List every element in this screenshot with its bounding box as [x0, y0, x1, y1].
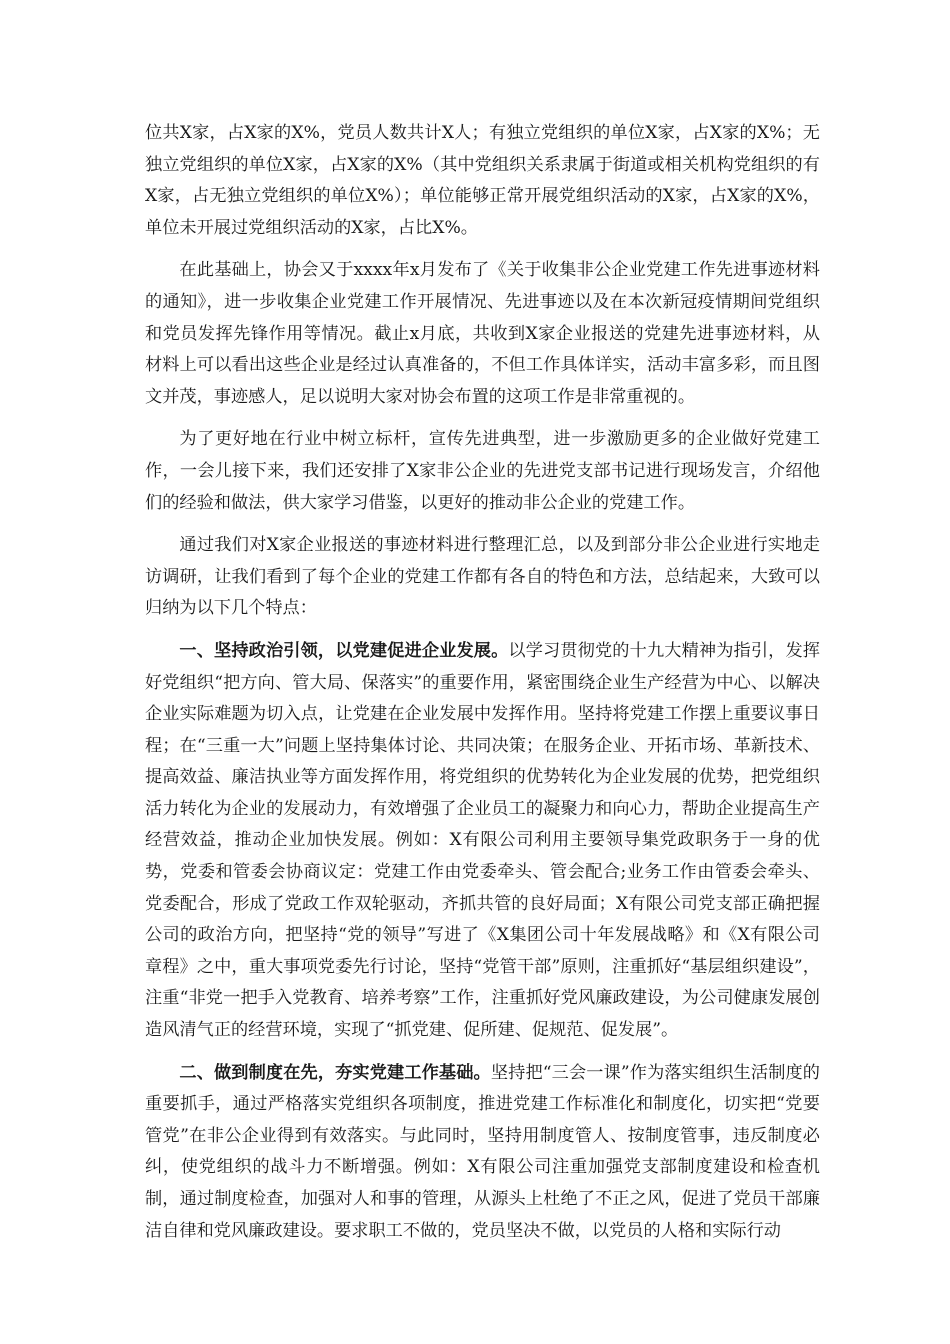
paragraph-6: [145, 1058, 820, 1248]
paragraph-3: [145, 424, 820, 519]
paragraph-4: [145, 530, 820, 625]
section-heading-1: 一、坚持政治引领，以党建促进企业发展。: [179, 640, 509, 661]
paragraph-5: [145, 636, 820, 1047]
paragraph-2-text: 在此基础上，协会又于xxxx年x月发布了《关于收集非公企业党建工作先进事迹材料的通知》，进一步收集企业党建工作开展情况、先进事迹以及在本次新冠疫情期间党组织和党员发挥先锋作用等情况。截止x月底，共收到X家企业报送的党建先进事迹材料，从材料上可以看出这些企业是经过认真准备的，不但工作具体详实，活动丰富多彩，而且图文并茂，事迹感人，足以说明大家对协会布置的这项工作是非常重视的。: [145, 260, 820, 407]
paragraph-2: [145, 255, 820, 413]
paragraph-4-text: 通过我们对X家企业报送的事迹材料进行整理汇总，以及到部分非公企业进行实地走访调研，让我们看到了每个企业的党建工作都有各自的特色和方法，总结起来，大致可以归纳为以下几个特点：: [145, 535, 820, 619]
paragraph-5-text: 以学习贯彻党的十九大精神为指引，发挥好党组织“把方向、管大局、保落实”的重要作用，紧密围绕企业生产经营为中心、以解决企业实际难题为切入点，让党建在企业发展中发挥作用。坚持将党建工作摆上重要议事日程；在“三重一大”问题上坚持集体讨论、共同决策；在服务企业、开拓市场、革新技术、提高效益、廉洁执业等方面发挥作用，将党组织的优势转化为企业发展的优势，把党组织活力转化为企业的发展动力，有效增强了企业员工的凝聚力和向心力，帮助企业提高生产经营效益，推动企业加快发展。例如：X有限公司利用主要领导集党政职务于一身的优势，党委和管委会协商议定：党建工作由党委牵头、管会配合;业务工作由管委会牵头、党委配合，形成了党政工作双轮驱动，齐抓共管的良好局面；X有限公司党支部正确把握公司的政治方向，把坚持“党的领导”写进了《X集团公司十年发展战略》和《X有限公司章程》之中，重大事项党委先行讨论，坚持“党管干部”原则，注重抓好“基层组织建设”，注重“非党一把手入党教育、培养考察”工作，注重抓好党风廉政建设，为公司健康发展创造风清气正的经营环境，实现了“抓党建、促所建、促规范、促发展”。: [145, 640, 820, 1041]
paragraph-6-text: 坚持把“三会一课”作为落实组织生活制度的重要抓手，通过严格落实党组织各项制度，推进党建工作标准化和制度化，切实把“党要管党”在非公企业得到有效落实。与此同时，坚持用制度管人、按制度管事，违反制度必纠，使党组织的战斗力不断增强。例如：X有限公司注重加强党支部制度建设和检查机制，通过制度检查，加强对人和事的管理，从源头上杜绝了不正之风，促进了党员干部廉洁自律和党风廉政建设。要求职工不做的，党员坚决不做，以党员的人格和实际行动: [145, 1062, 820, 1241]
paragraph-1: [145, 118, 820, 244]
section-heading-2: 二、做到制度在先，夯实党建工作基础。: [179, 1062, 491, 1083]
paragraph-3-text: 为了更好地在行业中树立标杆，宣传先进典型，进一步激励更多的企业做好党建工作，一会儿接下来，我们还安排了X家非公企业的先进党支部书记进行现场发言，介绍他们的经验和做法，供大家学习借鉴，以更好的推动非公企业的党建工作。: [145, 429, 820, 513]
paragraph-1-text: 位共X家，占X家的X%，党员人数共计X人；有独立党组织的单位X家，占X家的X%；无独立党组织的单位X家，占X家的X%（其中党组织关系隶属于街道或相关机构党组织的有X家，占无独立党组织的单位X%）；单位能够正常开展党组织活动的X家，占X家的X%，单位未开展过党组织活动的X家，占比X%。: [145, 123, 820, 238]
